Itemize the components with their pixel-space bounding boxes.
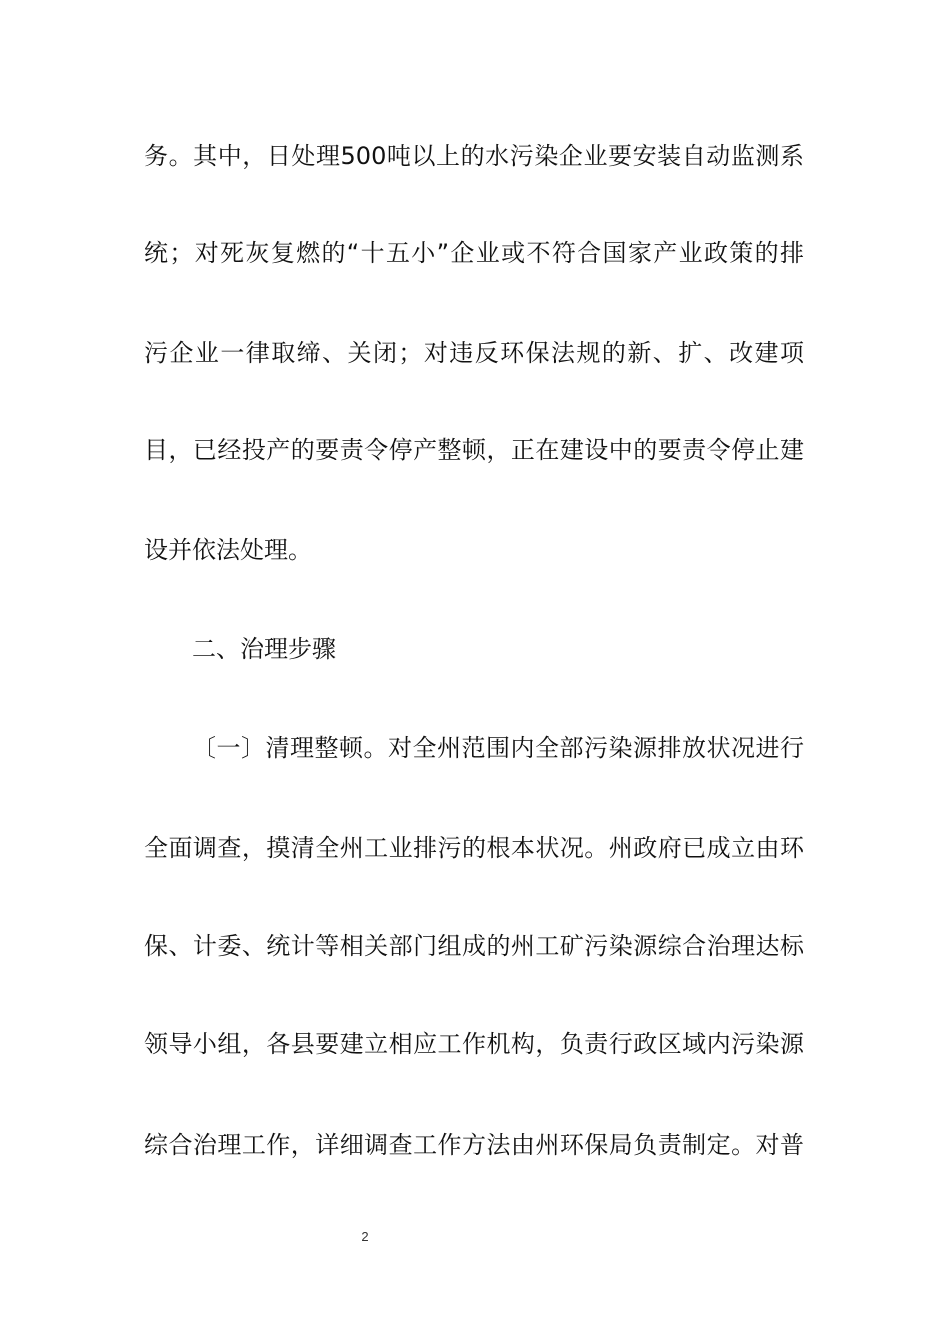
body-text-line: 领导小组，各县要建立相应工作机构，负责行政区域内污染源 [144,1030,804,1058]
body-text-line: 设并依法处理。 [144,536,312,564]
body-text-line: 〔一〕清理整顿。对全州范围内全部污染源排放状况进行 [192,734,804,762]
body-text-line: 务。其中，日处理500吨以上的水污染企业要安装自动监测系 [144,142,804,170]
section-heading: 二、治理步骤 [192,635,336,663]
body-text-line: 综合治理工作，详细调查工作方法由州环保局负责制定。对普 [144,1131,804,1159]
body-text-line: 目，已经投产的要责令停产整顿，正在建设中的要责令停止建 [144,436,804,464]
body-text-line: 全面调查，摸清全州工业排污的根本状况。州政府已成立由环 [144,834,804,862]
body-text-line: 保、计委、统计等相关部门组成的州工矿污染源综合治理达标 [144,932,804,960]
body-text-line: 统；对死灰复燃的“十五小”企业或不符合国家产业政策的排 [144,239,804,267]
page-number: 2 [361,1229,369,1244]
body-text-line: 污企业一律取缔、关闭；对违反环保法规的新、扩、改建项 [144,339,804,367]
